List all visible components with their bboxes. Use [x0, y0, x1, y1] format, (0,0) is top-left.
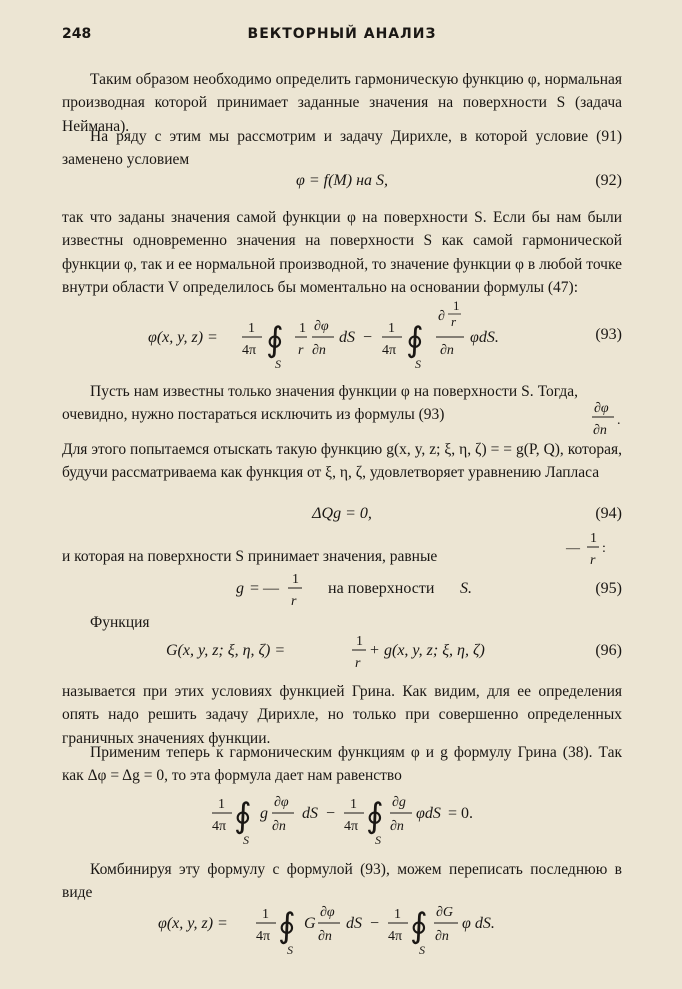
paragraph-dirichlet-values: [62, 206, 622, 300]
svg-text:4π: 4π: [212, 819, 227, 834]
svg-text:∮: ∮: [266, 322, 284, 359]
svg-text:4π: 4π: [344, 819, 359, 834]
svg-text:∂φ: ∂φ: [320, 905, 335, 920]
paragraph-text: Для этого попытаемся отыскать такую функцию g(x, y, z; ξ, η, ζ) = = g(P, Q), которая, будучи рассматриваема как функция от ξ, η, ζ, удовлетворяет уравнению Лапласа: [62, 441, 622, 482]
svg-text:4π: 4π: [382, 343, 397, 358]
equation-93-graphic: [62, 298, 622, 370]
svg-text:∮: ∮: [234, 798, 252, 835]
svg-text:4π: 4π: [388, 929, 403, 944]
svg-text:—: —: [566, 541, 580, 556]
svg-text:∂n: ∂n: [318, 929, 332, 944]
equation-green-identity-graphic: [62, 780, 622, 850]
svg-text:∮: ∮: [366, 798, 384, 835]
svg-text:на поверхности: на поверхности: [328, 580, 435, 597]
svg-text:1: 1: [388, 321, 395, 336]
page-number: 248: [62, 26, 92, 42]
paragraph-text: Комбинируя эту формулу с формулой (93), можем переписать последнюю в виде: [62, 861, 622, 902]
svg-text:∂g: ∂g: [392, 795, 406, 810]
svg-text:1: 1: [292, 572, 299, 587]
equation-95-graphic: [62, 568, 622, 608]
svg-text:∮: ∮: [278, 908, 296, 945]
equation-number: (95): [595, 580, 622, 597]
svg-text:S: S: [275, 357, 281, 371]
svg-text:∂n: ∂n: [312, 343, 326, 358]
svg-text:S.: S.: [460, 580, 472, 597]
equation-number: (94): [595, 505, 622, 522]
paragraph-text: и которая на поверхности S принимает значения, равные: [62, 548, 438, 565]
running-title: ВЕКТОРНЫЙ АНАЛИЗ: [247, 26, 437, 42]
svg-text:1: 1: [299, 321, 306, 336]
svg-text:1: 1: [590, 531, 597, 546]
equation-96: [62, 628, 622, 672]
svg-text:r: r: [298, 343, 304, 358]
equation-94: [62, 505, 622, 531]
svg-text:∂n: ∂n: [440, 343, 454, 358]
svg-text:S: S: [375, 833, 381, 847]
paragraph-text: На ряду с этим мы рассмотрим и задачу Дирихле, в которой условие (91) заменено условием: [62, 128, 622, 169]
svg-text:1: 1: [356, 634, 363, 649]
paragraph-text: Пусть нам известны только значения функции φ на поверхности S. Тогда, очевидно, нужно постараться исключить из формулы (93): [62, 383, 578, 424]
svg-text:g(x, y, z; ξ, η, ζ): g(x, y, z; ξ, η, ζ): [384, 642, 485, 659]
svg-text:φ dS.: φ dS.: [462, 915, 495, 932]
equation-96-graphic: [62, 628, 622, 672]
svg-text:∂φ: ∂φ: [594, 401, 609, 416]
svg-text:S: S: [419, 943, 425, 957]
paragraph-text: Функция: [90, 614, 150, 631]
paragraph-green-function-search: [62, 438, 622, 485]
equation-93: [62, 298, 622, 370]
svg-text:S: S: [287, 943, 293, 957]
paragraph-exclude: [62, 380, 622, 427]
svg-text:1: 1: [262, 907, 269, 922]
svg-text:r: r: [291, 594, 297, 609]
svg-text:∂φ: ∂φ: [274, 795, 289, 810]
svg-text:∂n: ∂n: [390, 819, 404, 834]
svg-text:∂: ∂: [438, 309, 445, 324]
svg-text:4π: 4π: [256, 929, 271, 944]
svg-text:1: 1: [394, 907, 401, 922]
equation-formula: ΔQg = 0,: [312, 505, 372, 522]
equation-number: (92): [595, 172, 622, 189]
paragraph-text: называется при этих условиях функцией Грина. Как видим, для ее определения опять надо решить задачу Дирихле, но только при совершенно определенных граничных значениях функции.: [62, 683, 622, 747]
equation-95: [62, 568, 622, 608]
svg-text:∂G: ∂G: [436, 905, 454, 920]
svg-text:S: S: [415, 357, 421, 371]
svg-text:S: S: [243, 833, 249, 847]
svg-text:∂n: ∂n: [435, 929, 449, 944]
svg-text:−: −: [326, 805, 336, 822]
paragraph-green-function-def: [62, 680, 622, 750]
equation-final-graphic: [62, 902, 622, 972]
equation-92: [62, 172, 622, 198]
svg-text:φdS: φdS: [416, 805, 441, 822]
fraction-dphi-dn: [592, 398, 626, 438]
svg-text:1: 1: [248, 321, 255, 336]
svg-text:∮: ∮: [410, 908, 428, 945]
equation-number: (96): [595, 642, 622, 659]
svg-text:1: 1: [218, 797, 225, 812]
svg-text:−: −: [363, 329, 373, 346]
svg-text:= —: = —: [250, 580, 280, 597]
svg-text:g: g: [236, 580, 244, 597]
equation-rhs: = 0.: [448, 805, 474, 822]
svg-text:φdS.: φdS.: [470, 329, 499, 346]
equation-lhs: φ(x, y, z) =: [158, 915, 228, 932]
svg-text:∂n: ∂n: [593, 423, 607, 438]
svg-text:∮: ∮: [406, 322, 424, 359]
svg-text::: :: [602, 541, 606, 556]
svg-text:r: r: [451, 314, 457, 329]
svg-text:.: .: [617, 413, 621, 428]
paragraph-text: Таким образом необходимо определить гармоническую функцию φ, нормальная производная которой принимает заданные значения на поверхности S (задача Неймана).: [62, 71, 622, 135]
equation-green-identity: [62, 780, 622, 850]
svg-text:4π: 4π: [242, 343, 257, 358]
paragraph-combine: [62, 858, 622, 905]
svg-text:1: 1: [453, 298, 460, 313]
equation-number: (93): [595, 326, 622, 343]
svg-text:g: g: [260, 805, 268, 822]
svg-text:−: −: [370, 915, 380, 932]
svg-text:G(x, y, z; ξ, η, ζ) =: G(x, y, z; ξ, η, ζ) =: [166, 642, 286, 659]
svg-text:r: r: [355, 656, 361, 671]
svg-text:∂φ: ∂φ: [314, 319, 329, 334]
paragraph-boundary-values: [62, 545, 602, 568]
svg-text:dS: dS: [339, 329, 355, 346]
paragraph-text: Применим теперь к гармоническим функциям φ и g формулу Грина (38). Так как Δφ = Δg = 0, то эта формула дает нам равенство: [62, 744, 622, 785]
paragraph-dirichlet-intro: [62, 125, 622, 172]
svg-text:r: r: [590, 553, 596, 568]
svg-text:G: G: [304, 915, 316, 932]
svg-text:∂n: ∂n: [272, 819, 286, 834]
svg-text:1: 1: [350, 797, 357, 812]
page-header: [62, 26, 622, 48]
equation-final: [62, 902, 622, 972]
svg-text:φ(x, y, z) =: φ(x, y, z) =: [148, 329, 218, 346]
svg-text:+: +: [370, 642, 380, 659]
equation-formula: φ = f(M) на S,: [295, 172, 388, 189]
paragraph-text: так что заданы значения самой функции φ на поверхности S. Если бы нам были известны одновременно значения на поверхности S как самой гармонической функции φ, так и ее нормальной производной, то значение функции φ в любой точке внутри области V определилось бы моментально на основании формулы (47):: [62, 209, 622, 297]
svg-text:dS: dS: [346, 915, 362, 932]
svg-text:dS: dS: [302, 805, 318, 822]
